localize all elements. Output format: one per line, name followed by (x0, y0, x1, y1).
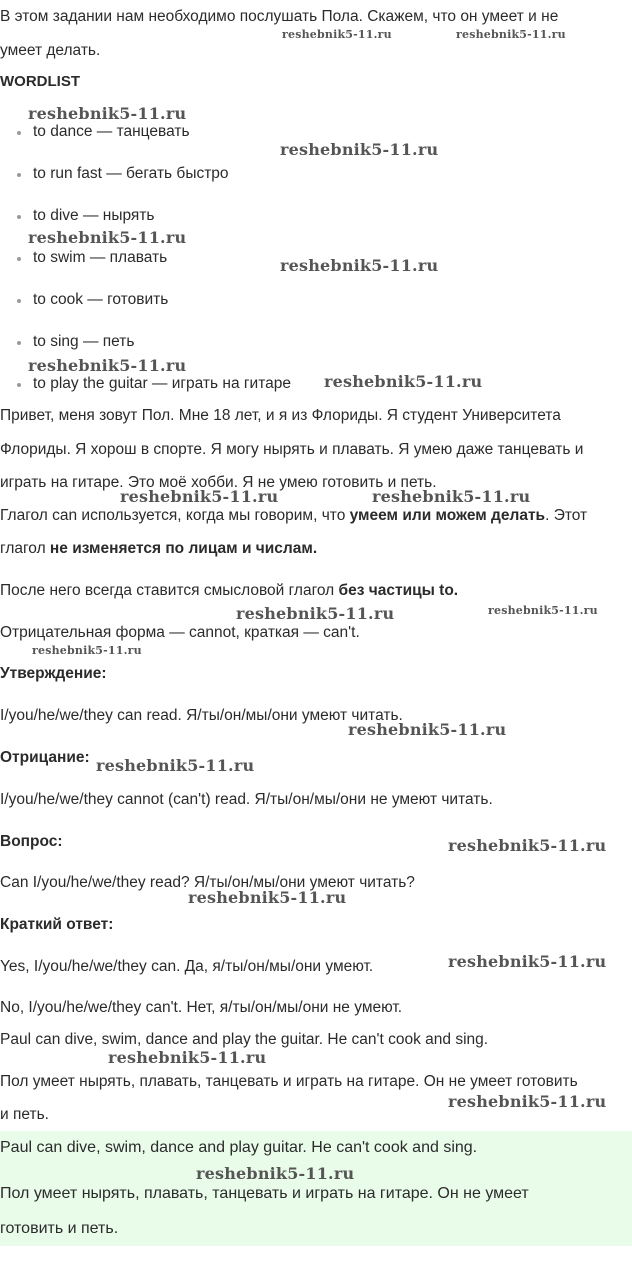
bullet-icon (17, 341, 21, 345)
question-text: Can I/you/he/we/they read? Я/ты/он/мы/они умеют читать? (0, 874, 415, 891)
watermark: reshebnik5-11.ru (448, 836, 607, 855)
bullet-icon (17, 383, 21, 387)
watermark: reshebnik5-11.ru (28, 356, 187, 375)
watermark: reshebnik5-11.ru (324, 372, 483, 391)
answer-ru-1: Пол умеет нырять, плавать, танцевать и играть на гитаре. Он не умеет (0, 1185, 529, 1202)
watermark: reshebnik5-11.ru (196, 1164, 355, 1183)
intro-line-1: В этом задании нам необходимо послушать Пола. Скажем, что он умеет и не (0, 8, 559, 25)
watermark: reshebnik5-11.ru (28, 104, 187, 123)
watermark: reshebnik5-11.ru (96, 756, 255, 775)
watermark: reshebnik5-11.ru (488, 604, 598, 617)
watermark: reshebnik5-11.ru (348, 720, 507, 739)
wordlist-item: to swim — плавать (33, 249, 168, 266)
summary-ru-1: Пол умеет нырять, плавать, танцевать и играть на гитаре. Он не умеет готовить (0, 1073, 578, 1090)
watermark: reshebnik5-11.ru (280, 140, 439, 159)
short-answer-no: No, I/you/he/we/they can't. Нет, я/ты/он/мы/они не умеют. (0, 999, 403, 1016)
watermark: reshebnik5-11.ru (448, 1092, 607, 1111)
watermark: reshebnik5-11.ru (448, 952, 607, 971)
watermark: reshebnik5-11.ru (372, 487, 531, 506)
wordlist-item: to cook — готовить (33, 291, 169, 308)
watermark: reshebnik5-11.ru (188, 888, 347, 907)
bullet-icon (17, 299, 21, 303)
answer-box (0, 1131, 632, 1246)
watermark: reshebnik5-11.ru (28, 228, 187, 247)
grammar-para-2: глагол не изменяется по лицам и числам. (0, 540, 318, 557)
question-label: Вопрос: (0, 833, 63, 850)
watermark: reshebnik5-11.ru (280, 256, 439, 275)
grammar-para-4: Отрицательная форма — cannot, краткая — can't. (0, 624, 360, 641)
wordlist-heading: WORDLIST (0, 73, 80, 90)
affirm-text: I/you/he/we/they can read. Я/ты/он/мы/они умеют читать. (0, 707, 403, 724)
negation-text: I/you/he/we/they cannot (can't) read. Я/ты/он/мы/они не умеют читать. (0, 791, 493, 808)
affirm-label: Утверждение: (0, 665, 107, 682)
summary-en: Paul can dive, swim, dance and play the guitar. He can't cook and sing. (0, 1031, 489, 1048)
bullet-icon (17, 257, 21, 261)
transcript-line: Привет, меня зовут Пол. Мне 18 лет, и я из Флориды. Я студент Университета (0, 407, 561, 424)
answer-ru-2: готовить и петь. (0, 1220, 119, 1237)
transcript-line: играть на гитаре. Это моё хобби. Я не умею готовить и петь. (0, 474, 437, 491)
intro-line-2: умеет делать. (0, 42, 101, 59)
wordlist-item: to dance — танцевать (33, 123, 190, 140)
transcript-line: Флориды. Я хорош в спорте. Я могу нырять и плавать. Я умею даже танцевать и (0, 441, 584, 458)
watermark: reshebnik5-11.ru (120, 487, 279, 506)
watermark: reshebnik5-11.ru (282, 28, 392, 41)
bullet-icon (17, 131, 21, 135)
grammar-para-3: После него всегда ставится смысловой глагол без частицы to. (0, 582, 459, 599)
grammar-para-1: Глагол can используется, когда мы говорим, что умеем или можем делать. Этот (0, 507, 588, 524)
summary-ru-2: и петь. (0, 1106, 49, 1123)
watermark: reshebnik5-11.ru (236, 604, 395, 623)
watermark: reshebnik5-11.ru (108, 1048, 267, 1067)
answer-en: Paul can dive, swim, dance and play guitar. He can't cook and sing. (0, 1139, 478, 1156)
watermark: reshebnik5-11.ru (32, 644, 142, 657)
short-answer-label: Краткий ответ: (0, 916, 114, 933)
wordlist-item: to sing — петь (33, 333, 135, 350)
negation-label: Отрицание: (0, 749, 90, 766)
bullet-icon (17, 215, 21, 219)
short-answer-yes: Yes, I/you/he/we/they can. Да, я/ты/он/мы/они умеют. (0, 958, 374, 975)
watermark: reshebnik5-11.ru (456, 28, 566, 41)
wordlist-item: to run fast — бегать быстро (33, 165, 229, 182)
wordlist-item: to dive — нырять (33, 207, 155, 224)
wordlist-item: to play the guitar — играть на гитаре (33, 375, 291, 392)
bullet-icon (17, 173, 21, 177)
